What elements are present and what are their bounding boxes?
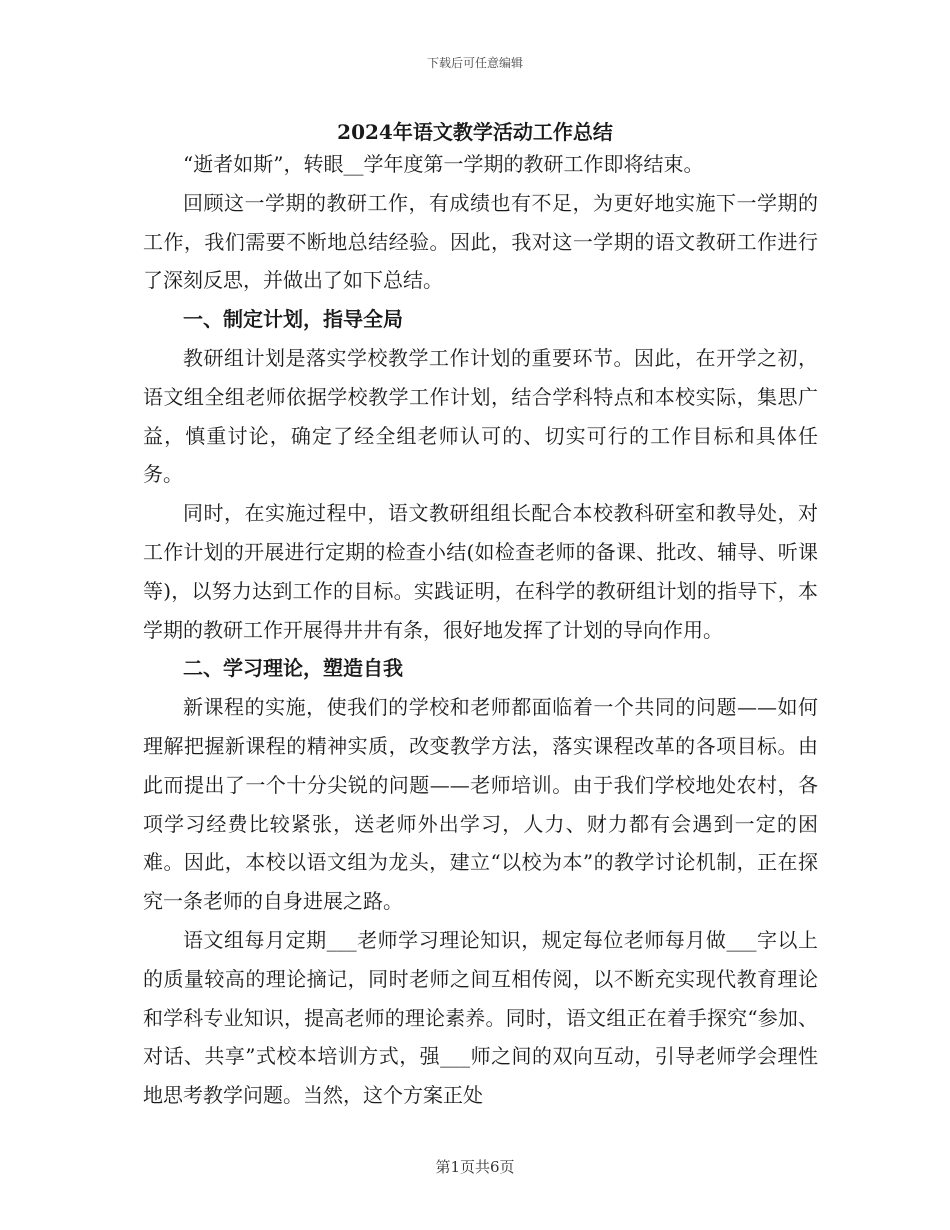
document-title: 2024年语文教学活动工作总结 bbox=[337, 120, 613, 144]
document-body bbox=[143, 145, 818, 1115]
section-heading-1: 一、制定计划，指导全局 bbox=[183, 307, 403, 332]
section-heading-2: 二、学习理论，塑造自我 bbox=[183, 656, 403, 681]
paragraph-new-curriculum: 新课程的实施，使我们的学校和老师都面临着一个共同的问题——如何理解把握新课程的精神实质，改变教学方法，落实课程改革的各项目标。由此而提出了一个十分尖锐的问题——老师培训。由于我们学校地处农村，各项学习经费比较紧张，送老师外出学习，人力、财力都有会遇到一定的困难。因此，本校以语文组为龙头，建立“以校为本”的教学讨论机制，正在探究一条老师的自身进展之路。 bbox=[143, 695, 818, 914]
paragraph-plan: 教研组计划是落实学校教学工作计划的重要环节。因此，在开学之初，语文组全组老师依据学校教学工作计划，结合学科特点和本校实际，集思广益，慎重讨论，确定了经全组老师认可的、切实可行的工作目标和具体任务。 bbox=[143, 345, 818, 487]
paragraph-implementation: 同时，在实施过程中，语文教研组组长配合本校教科研室和教导处，对工作计划的开展进行定期的检查小结(如检查老师的备课、批改、辅导、听课等)，以努力达到工作的目标。实践证明，在科学的教研组计划的指导下，本学期的教研工作开展得井井有条，很好地发挥了计划的导向作用。 bbox=[143, 501, 818, 642]
paragraph-monthly-study: 语文组每月定期___老师学习理论知识，规定每位老师每月做___字以上的质量较高的理论摘记，同时老师之间互相传阅，以不断充实现代教育理论和学科专业知识，提高老师的理论素养。同时，语文组正在着手探究“参加、对话、共享”式校本培训方式，强___师之间的双向互动，引导老师学会理性地思考教学问题。当然，这个方案正处 bbox=[143, 927, 818, 1108]
paragraph-review: 回顾这一学期的教研工作，有成绩也有不足，为更好地实施下一学期的工作，我们需要不断地总结经验。因此，我对这一学期的语文教研工作进行了深刻反思，并做出了如下总结。 bbox=[143, 190, 818, 293]
page-footer: 第1页共6页 bbox=[435, 1158, 515, 1176]
paragraph-intro: “逝者如斯”，转眼__学年度第一学期的教研工作即将结束。 bbox=[183, 152, 704, 176]
header-note: 下载后可任意编辑 bbox=[426, 56, 523, 70]
